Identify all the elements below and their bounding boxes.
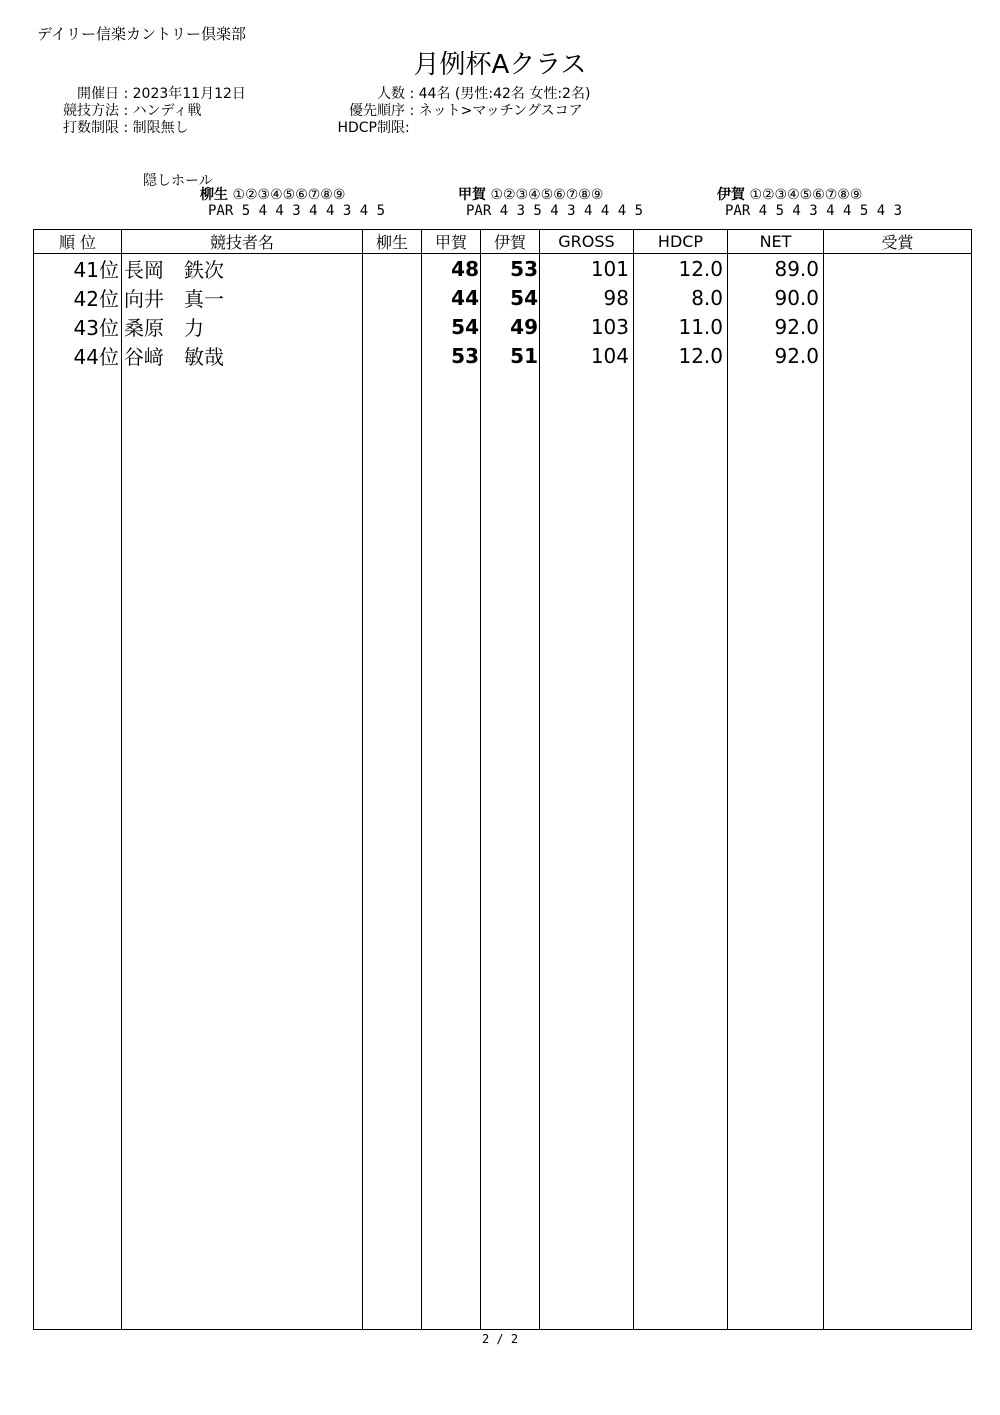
koka-score-cell: 53 bbox=[422, 341, 481, 370]
hidden-hole-marks: ①②③④⑤⑥⑦⑧⑨ bbox=[749, 187, 863, 203]
award-cell bbox=[824, 283, 972, 312]
count-label: 人数 bbox=[377, 86, 405, 102]
empty-cell bbox=[122, 370, 363, 1330]
course-name: 柳生 bbox=[200, 187, 228, 203]
course-par: PAR 4 3 5 4 3 4 4 4 5 bbox=[466, 203, 644, 219]
empty-cell bbox=[824, 370, 972, 1330]
method-value: ハンディ戦 bbox=[132, 103, 202, 119]
header-award: 受賞 bbox=[824, 230, 972, 254]
hidden-hole-marks: ①②③④⑤⑥⑦⑧⑨ bbox=[490, 187, 604, 203]
table-row bbox=[34, 283, 972, 312]
iga-score-cell: 53 bbox=[481, 254, 540, 284]
course-koka bbox=[458, 187, 643, 219]
empty-cell bbox=[540, 370, 634, 1330]
hidden-holes-label: 隠しホール bbox=[143, 173, 213, 189]
gross-cell: 98 bbox=[540, 283, 634, 312]
empty-cell bbox=[634, 370, 728, 1330]
priority-value: ネット>マッチングスコア bbox=[418, 103, 583, 119]
rank-cell: 42位 bbox=[34, 283, 122, 312]
award-cell bbox=[824, 254, 972, 284]
info-right: 人数 : 44名 (男性:42名 女性:2名) 優先順序 : ネット>マッチングスコア HDCP制限: bbox=[300, 86, 590, 137]
page-title: 月例杯Aクラス bbox=[413, 50, 587, 80]
rank-cell: 41位 bbox=[34, 254, 122, 284]
player-name-cell: 桑原 力 bbox=[122, 312, 363, 341]
player-name-cell: 長岡 鉄次 bbox=[122, 254, 363, 284]
header-rank: 順 位 bbox=[34, 230, 122, 254]
table-row bbox=[34, 341, 972, 370]
hidden-hole-marks: ①②③④⑤⑥⑦⑧⑨ bbox=[232, 187, 346, 203]
date-label: 開催日 bbox=[77, 86, 119, 102]
gross-cell: 103 bbox=[540, 312, 634, 341]
empty-cell bbox=[481, 370, 540, 1330]
iga-score-cell: 54 bbox=[481, 283, 540, 312]
limit-value: 制限無し bbox=[132, 120, 189, 136]
header-net: NET bbox=[728, 230, 824, 254]
hdcp-cell: 12.0 bbox=[634, 341, 728, 370]
table-empty-area bbox=[34, 370, 972, 1330]
course-name: 甲賀 bbox=[458, 187, 486, 203]
gross-cell: 104 bbox=[540, 341, 634, 370]
empty-cell bbox=[728, 370, 824, 1330]
gross-cell: 101 bbox=[540, 254, 634, 284]
info-left: 開催日 : 2023年11月12日 競技方法 : ハンディ戦 打数制限 : 制限無し bbox=[49, 86, 246, 137]
method-label: 競技方法 bbox=[63, 103, 119, 119]
course-iga bbox=[717, 187, 902, 219]
course-name: 伊賀 bbox=[717, 187, 745, 203]
iga-score-cell: 51 bbox=[481, 341, 540, 370]
table-header-row bbox=[34, 230, 972, 254]
limit-label: 打数制限 bbox=[63, 120, 119, 136]
results-table bbox=[33, 229, 972, 1330]
header-iga: 伊賀 bbox=[481, 230, 540, 254]
course-par: PAR 4 5 4 3 4 4 5 4 3 bbox=[725, 203, 903, 219]
yagyu-score-cell bbox=[363, 283, 422, 312]
empty-cell bbox=[422, 370, 481, 1330]
koka-score-cell: 48 bbox=[422, 254, 481, 284]
header-gross: GROSS bbox=[540, 230, 634, 254]
header-yagyu: 柳生 bbox=[363, 230, 422, 254]
table-row bbox=[34, 254, 972, 284]
net-cell: 90.0 bbox=[728, 283, 824, 312]
net-cell: 92.0 bbox=[728, 341, 824, 370]
page-number: 2 / 2 bbox=[481, 1332, 519, 1346]
player-name-cell: 谷﨑 敏哉 bbox=[122, 341, 363, 370]
table-row bbox=[34, 312, 972, 341]
hdcp-cell: 11.0 bbox=[634, 312, 728, 341]
hdcp-cell: 8.0 bbox=[634, 283, 728, 312]
date-value: 2023年11月12日 bbox=[132, 86, 246, 102]
hdcp-limit-label: HDCP制限 bbox=[337, 120, 405, 136]
empty-cell bbox=[363, 370, 422, 1330]
priority-label: 優先順序 bbox=[349, 103, 405, 119]
net-cell: 92.0 bbox=[728, 312, 824, 341]
net-cell: 89.0 bbox=[728, 254, 824, 284]
award-cell bbox=[824, 341, 972, 370]
award-cell bbox=[824, 312, 972, 341]
yagyu-score-cell bbox=[363, 254, 422, 284]
hdcp-cell: 12.0 bbox=[634, 254, 728, 284]
club-name: デイリー信楽カントリー倶楽部 bbox=[37, 25, 246, 43]
player-name-cell: 向井 真一 bbox=[122, 283, 363, 312]
header-koka: 甲賀 bbox=[422, 230, 481, 254]
iga-score-cell: 49 bbox=[481, 312, 540, 341]
count-value: 44名 (男性:42名 女性:2名) bbox=[418, 86, 591, 102]
header-hdcp: HDCP bbox=[634, 230, 728, 254]
rank-cell: 44位 bbox=[34, 341, 122, 370]
yagyu-score-cell bbox=[363, 312, 422, 341]
yagyu-score-cell bbox=[363, 341, 422, 370]
empty-cell bbox=[34, 370, 122, 1330]
rank-cell: 43位 bbox=[34, 312, 122, 341]
header-player-name: 競技者名 bbox=[122, 230, 363, 254]
course-yagyu bbox=[200, 187, 385, 219]
koka-score-cell: 54 bbox=[422, 312, 481, 341]
koka-score-cell: 44 bbox=[422, 283, 481, 312]
course-par: PAR 5 4 4 3 4 4 3 4 5 bbox=[208, 203, 386, 219]
